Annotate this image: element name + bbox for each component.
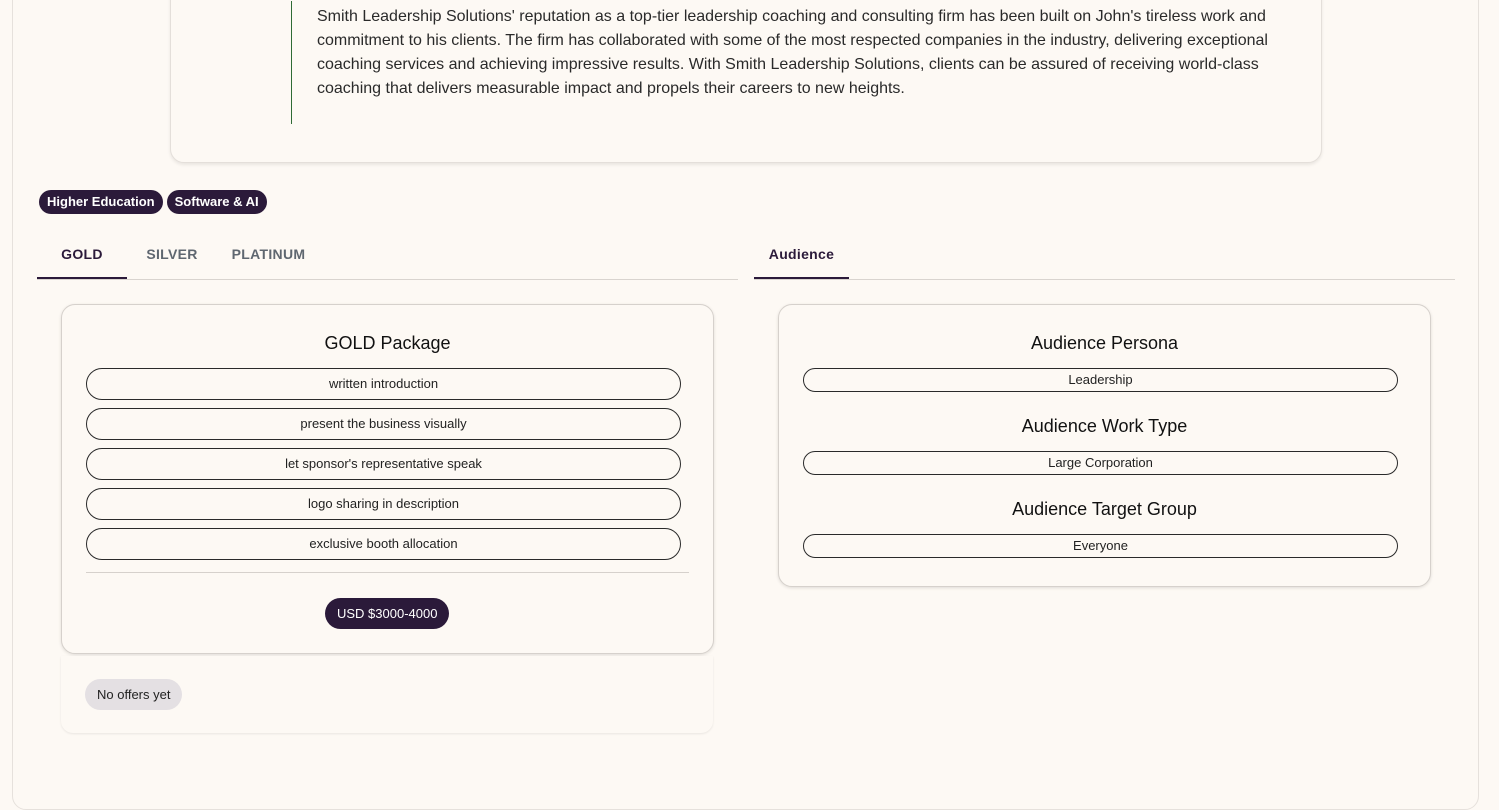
audience-persona-value: Leadership [803,368,1398,392]
audience-target-group-value: Everyone [803,534,1398,558]
quote-bar [291,1,292,124]
package-divider [86,572,689,573]
tag-software-ai[interactable]: Software & AI [167,190,267,214]
audience-target-group-title: Audience Target Group [1012,499,1197,519]
audience-card [778,304,1431,587]
about-card [170,0,1322,163]
package-title: GOLD Package [324,333,451,353]
audience-tabs [754,236,1455,280]
tag-higher-education[interactable]: Higher Education [39,190,163,214]
about-text: Smith Leadership Solutions' reputation as a top-tier leadership coaching and consulting firm has been built on John's tireless work and commitment to his clients. The firm has collaborated with some of the most respected companies in the industry, delivering exceptional coaching services and achieving impressive results. With Smith Leadership Solutions, clients can be assured of receiving world-class coaching that delivers measurable impact and propels their careers to new heights. [317,8,1268,97]
package-feature: written introduction [86,368,681,400]
tag-list [39,190,267,214]
package-card [61,304,714,654]
audience-persona-title: Audience Persona [1030,333,1179,353]
offers-panel [61,656,713,733]
tab-gold[interactable]: GOLD [37,236,127,279]
package-feature: logo sharing in description [86,488,681,520]
audience-work-type-value: Large Corporation [803,451,1398,475]
tab-platinum[interactable]: PLATINUM [231,246,306,262]
tab-audience[interactable]: Audience [754,236,849,279]
audience-work-type-title: Audience Work Type [1021,416,1188,436]
package-feature: exclusive booth allocation [86,528,681,560]
package-feature: present the business visually [86,408,681,440]
package-tabs [37,236,738,280]
package-feature: let sponsor's representative speak [86,448,681,480]
price-badge[interactable]: USD $3000-4000 [325,598,449,629]
offers-status-badge: No offers yet [85,679,182,710]
tab-silver[interactable]: SILVER [146,246,198,262]
